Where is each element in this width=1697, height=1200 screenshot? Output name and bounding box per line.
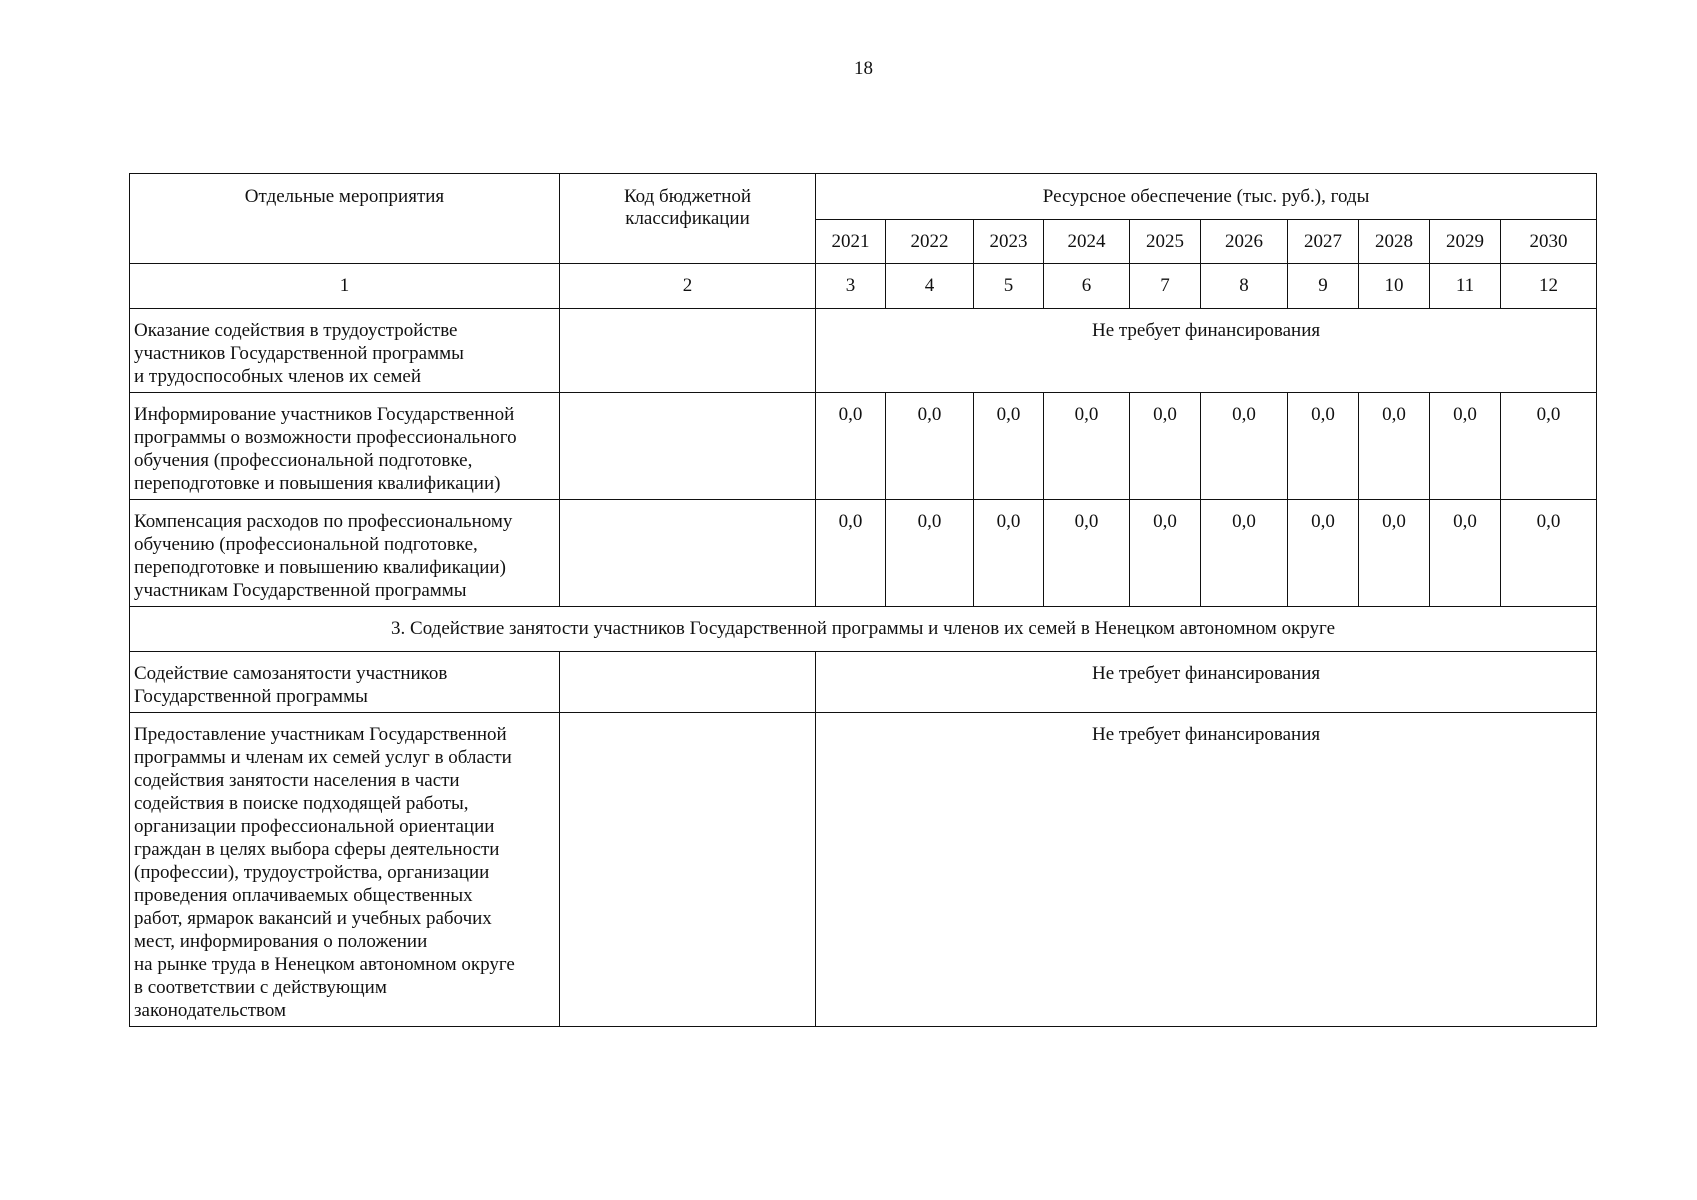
measure-name-line: Предоставление участникам Государственной <box>134 724 507 745</box>
budget-code <box>560 500 816 607</box>
measure-name-line: Компенсация расходов по профессиональному <box>134 511 513 532</box>
no-funding-note: Не требует финансирования <box>816 309 1597 393</box>
year-value-2023: 0,0 <box>974 500 1044 607</box>
year-value-2030: 0,0 <box>1501 393 1597 500</box>
measure-name-line: Государственной программы <box>134 686 368 707</box>
measure-name-line: участникам Государственной программы <box>134 580 467 601</box>
section-row <box>130 607 1597 652</box>
year-value-2024: 0,0 <box>1044 393 1130 500</box>
year-header-2028: 2028 <box>1359 220 1430 264</box>
table-row <box>130 393 1597 500</box>
column-number: 3 <box>816 264 886 309</box>
table-row <box>130 500 1597 607</box>
table-row <box>130 309 1597 393</box>
budget-code <box>560 652 816 713</box>
measure-name-line: программы о возможности профессионального <box>134 427 517 448</box>
year-header-2030: 2030 <box>1501 220 1597 264</box>
year-header-2026: 2026 <box>1201 220 1288 264</box>
measure-name-line: содействия в поиске подходящей работы, <box>134 793 469 814</box>
measure-name-line: граждан в целях выбора сферы деятельности <box>134 839 500 860</box>
measure-name-line: обучению (профессиональной подготовке, <box>134 534 478 555</box>
year-value-2027: 0,0 <box>1288 500 1359 607</box>
year-value-2029: 0,0 <box>1430 393 1501 500</box>
measure-name-line: работ, ярмарок вакансий и учебных рабочих <box>134 908 492 929</box>
table-row <box>130 713 1597 1027</box>
measure-name-line: в соответствии с действующим <box>134 977 387 998</box>
header-resources: Ресурсное обеспечение (тыс. руб.), годы <box>816 174 1597 220</box>
measure-name-line: организации профессиональной ориентации <box>134 816 495 837</box>
measure-name-line: проведения оплачиваемых общественных <box>134 885 473 906</box>
budget-code <box>560 713 816 1027</box>
year-value-2025: 0,0 <box>1130 393 1201 500</box>
measure-name <box>130 309 560 393</box>
column-number: 12 <box>1501 264 1597 309</box>
year-value-2023: 0,0 <box>974 393 1044 500</box>
year-value-2026: 0,0 <box>1201 500 1288 607</box>
page-number: 18 <box>854 58 873 79</box>
column-number: 2 <box>560 264 816 309</box>
measure-name-line: переподготовке и повышению квалификации) <box>134 557 506 578</box>
measure-name-line: содействия занятости населения в части <box>134 770 460 791</box>
column-numbers-row <box>130 264 1597 309</box>
column-number: 7 <box>1130 264 1201 309</box>
year-header-2022: 2022 <box>886 220 974 264</box>
year-header-2025: 2025 <box>1130 220 1201 264</box>
year-value-2026: 0,0 <box>1201 393 1288 500</box>
header-budget-code-text: Код бюджетной классификации <box>623 186 752 229</box>
year-value-2022: 0,0 <box>886 500 974 607</box>
measure-name <box>130 652 560 713</box>
column-number: 4 <box>886 264 974 309</box>
column-number: 9 <box>1288 264 1359 309</box>
resource-table <box>129 173 1597 1027</box>
column-number: 6 <box>1044 264 1130 309</box>
year-value-2021: 0,0 <box>816 500 886 607</box>
year-header-2024: 2024 <box>1044 220 1130 264</box>
column-number: 1 <box>130 264 560 309</box>
year-value-2027: 0,0 <box>1288 393 1359 500</box>
year-value-2030: 0,0 <box>1501 500 1597 607</box>
measure-name <box>130 713 560 1027</box>
measure-name-line: законодательством <box>134 1000 287 1021</box>
year-value-2028: 0,0 <box>1359 393 1430 500</box>
column-number: 11 <box>1430 264 1501 309</box>
year-value-2025: 0,0 <box>1130 500 1201 607</box>
budget-code <box>560 393 816 500</box>
header-measures: Отдельные мероприятия <box>130 174 560 264</box>
no-funding-note: Не требует финансирования <box>816 713 1597 1027</box>
header-budget-code <box>560 174 816 264</box>
year-value-2024: 0,0 <box>1044 500 1130 607</box>
measure-name-line: участников Государственной программы <box>134 343 464 364</box>
measure-name-line: Информирование участников Государственной <box>134 404 515 425</box>
measure-name-line: и трудоспособных членов их семей <box>134 366 422 387</box>
year-header-2023: 2023 <box>974 220 1044 264</box>
table-row <box>130 652 1597 713</box>
measure-name-line: переподготовке и повышения квалификации) <box>134 473 501 494</box>
measure-name-line: на рынке труда в Ненецком автономном округе <box>134 954 515 975</box>
measure-name-line: программы и членам их семей услуг в области <box>134 747 512 768</box>
measure-name-line: Оказание содействия в трудоустройстве <box>134 320 458 341</box>
measure-name-line: обучения (профессиональной подготовке, <box>134 450 473 471</box>
year-header-2021: 2021 <box>816 220 886 264</box>
section-title: 3. Содействие занятости участников Государственной программы и членов их семей в Ненецком автономном округе <box>130 607 1597 652</box>
column-number: 5 <box>974 264 1044 309</box>
column-number: 10 <box>1359 264 1430 309</box>
measure-name-line: мест, информирования о положении <box>134 931 428 952</box>
measure-name <box>130 393 560 500</box>
year-value-2028: 0,0 <box>1359 500 1430 607</box>
year-value-2021: 0,0 <box>816 393 886 500</box>
year-header-2027: 2027 <box>1288 220 1359 264</box>
column-number: 8 <box>1201 264 1288 309</box>
year-value-2029: 0,0 <box>1430 500 1501 607</box>
year-value-2022: 0,0 <box>886 393 974 500</box>
measure-name-line: Содействие самозанятости участников <box>134 663 448 684</box>
measure-name-line: (профессии), трудоустройства, организации <box>134 862 490 883</box>
year-header-2029: 2029 <box>1430 220 1501 264</box>
budget-code <box>560 309 816 393</box>
no-funding-note: Не требует финансирования <box>816 652 1597 713</box>
measure-name <box>130 500 560 607</box>
